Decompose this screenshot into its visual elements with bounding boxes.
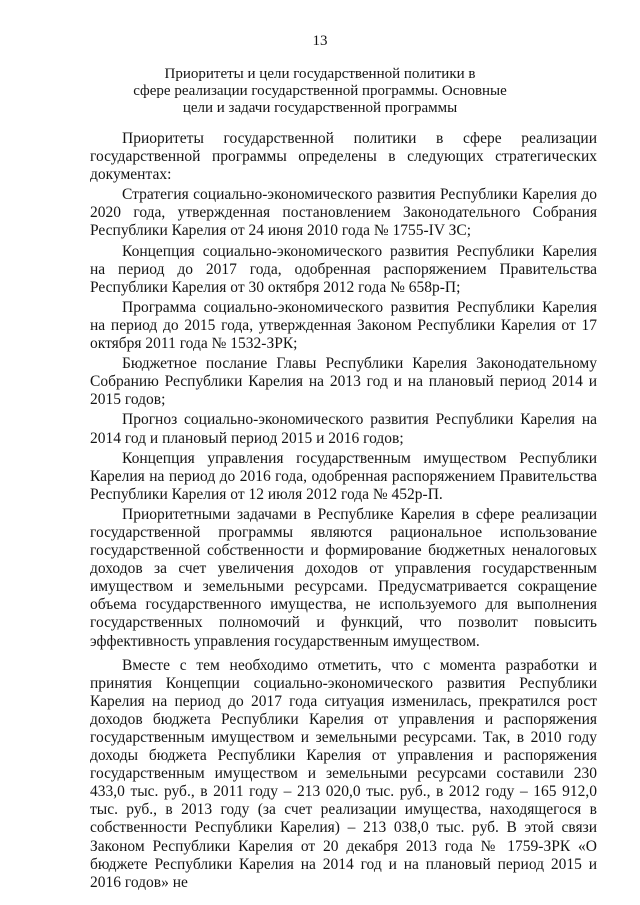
paragraph-situation-change: Вместе с тем необходимо отметить, что с момента разработки и принятия Концепции социально-экономического развития Республики Карелия на период до 2017 года ситуация изменилась, прекратился рост доходов бюджета Республики Карелия от управления и распоряжения государственным имуществом и земельными ресурсами. Так, в 2010 году доходы бюджета Республики Карелия от управления и распоряжения государственным имуществом и земельными ресурсами составили 230 433,0 тыс. руб., в 2011 году – 213 020,0 тыс. руб., в 2012 году – 165 912,0 тыс. руб., в 2013 году (за счет реализации имущества, находящегося в собственности Республики Карелия) – 213 038,0 тыс. руб. В этой связи Законом Республики Карелия от 20 декабря 2013 года № 1759-ЗРК «О бюджете Республики Карелия на 2014 год и на плановый период 2015 и 2016 годов» не	[90, 656, 597, 891]
page-number: 13	[312, 33, 328, 49]
document-body	[90, 130, 597, 892]
section-heading	[120, 66, 520, 117]
paragraph-priority-tasks: Приоритетными задачами в Республике Карелия в сфере реализации государственной программы являются рациональное использование государственной собственности и формирование бюджетных неналоговых доходов за счет увеличения доходов от управления государственным имуществом и земельными ресурсами. Предусматривается сокращение объема государственного имущества, не используемого для выполнения государственных полномочий и функций, что позволит повысить эффективность управления государственным имуществом.	[90, 505, 597, 650]
heading-line-2: сфере реализации государственной программы. Основные	[133, 83, 507, 99]
paragraph-concept-2017: Концепция социально-экономического развития Республики Карелия на период до 2017 года, одобренная распоряжением Правительства Республики Карелия от 30 октября 2012 года № 658р-П;	[90, 242, 597, 296]
paragraph-program-2015: Программа социально-экономического развития Республики Карелия на период до 2015 года, утвержденная Законом Республики Карелия от 17 октября 2011 года № 1532-ЗРК;	[90, 298, 597, 353]
heading-line-3: цели и задачи государственной программы	[182, 100, 458, 116]
paragraph-forecast: Прогноз социально-экономического развития Республики Карелия на 2014 год и плановый период 2015 и 2016 годов;	[90, 411, 597, 447]
paragraph-property-concept: Концепция управления государственным имуществом Республики Карелия на период до 2016 года, одобренная распоряжением Правительства Республики Карелия от 12 июля 2012 года № 452р-П.	[90, 449, 597, 503]
heading-line-1: Приоритеты и цели государственной политики в	[164, 66, 476, 82]
paragraph-budget-message: Бюджетное послание Главы Республики Карелия Законодательному Собранию Республики Карелия на 2013 год и на плановый период 2014 и 2015 годов;	[90, 355, 597, 409]
paragraph-strategy-2020: Стратегия социально-экономического развития Республики Карелия до 2020 года, утвержденная постановлением Законодательного Собрания Республики Карелия от 24 июня 2010 года № 1755-IV ЗС;	[90, 186, 597, 240]
paragraph-intro: Приоритеты государственной политики в сфере реализации государственной программы определены в следующих стратегических документах:	[90, 130, 597, 184]
